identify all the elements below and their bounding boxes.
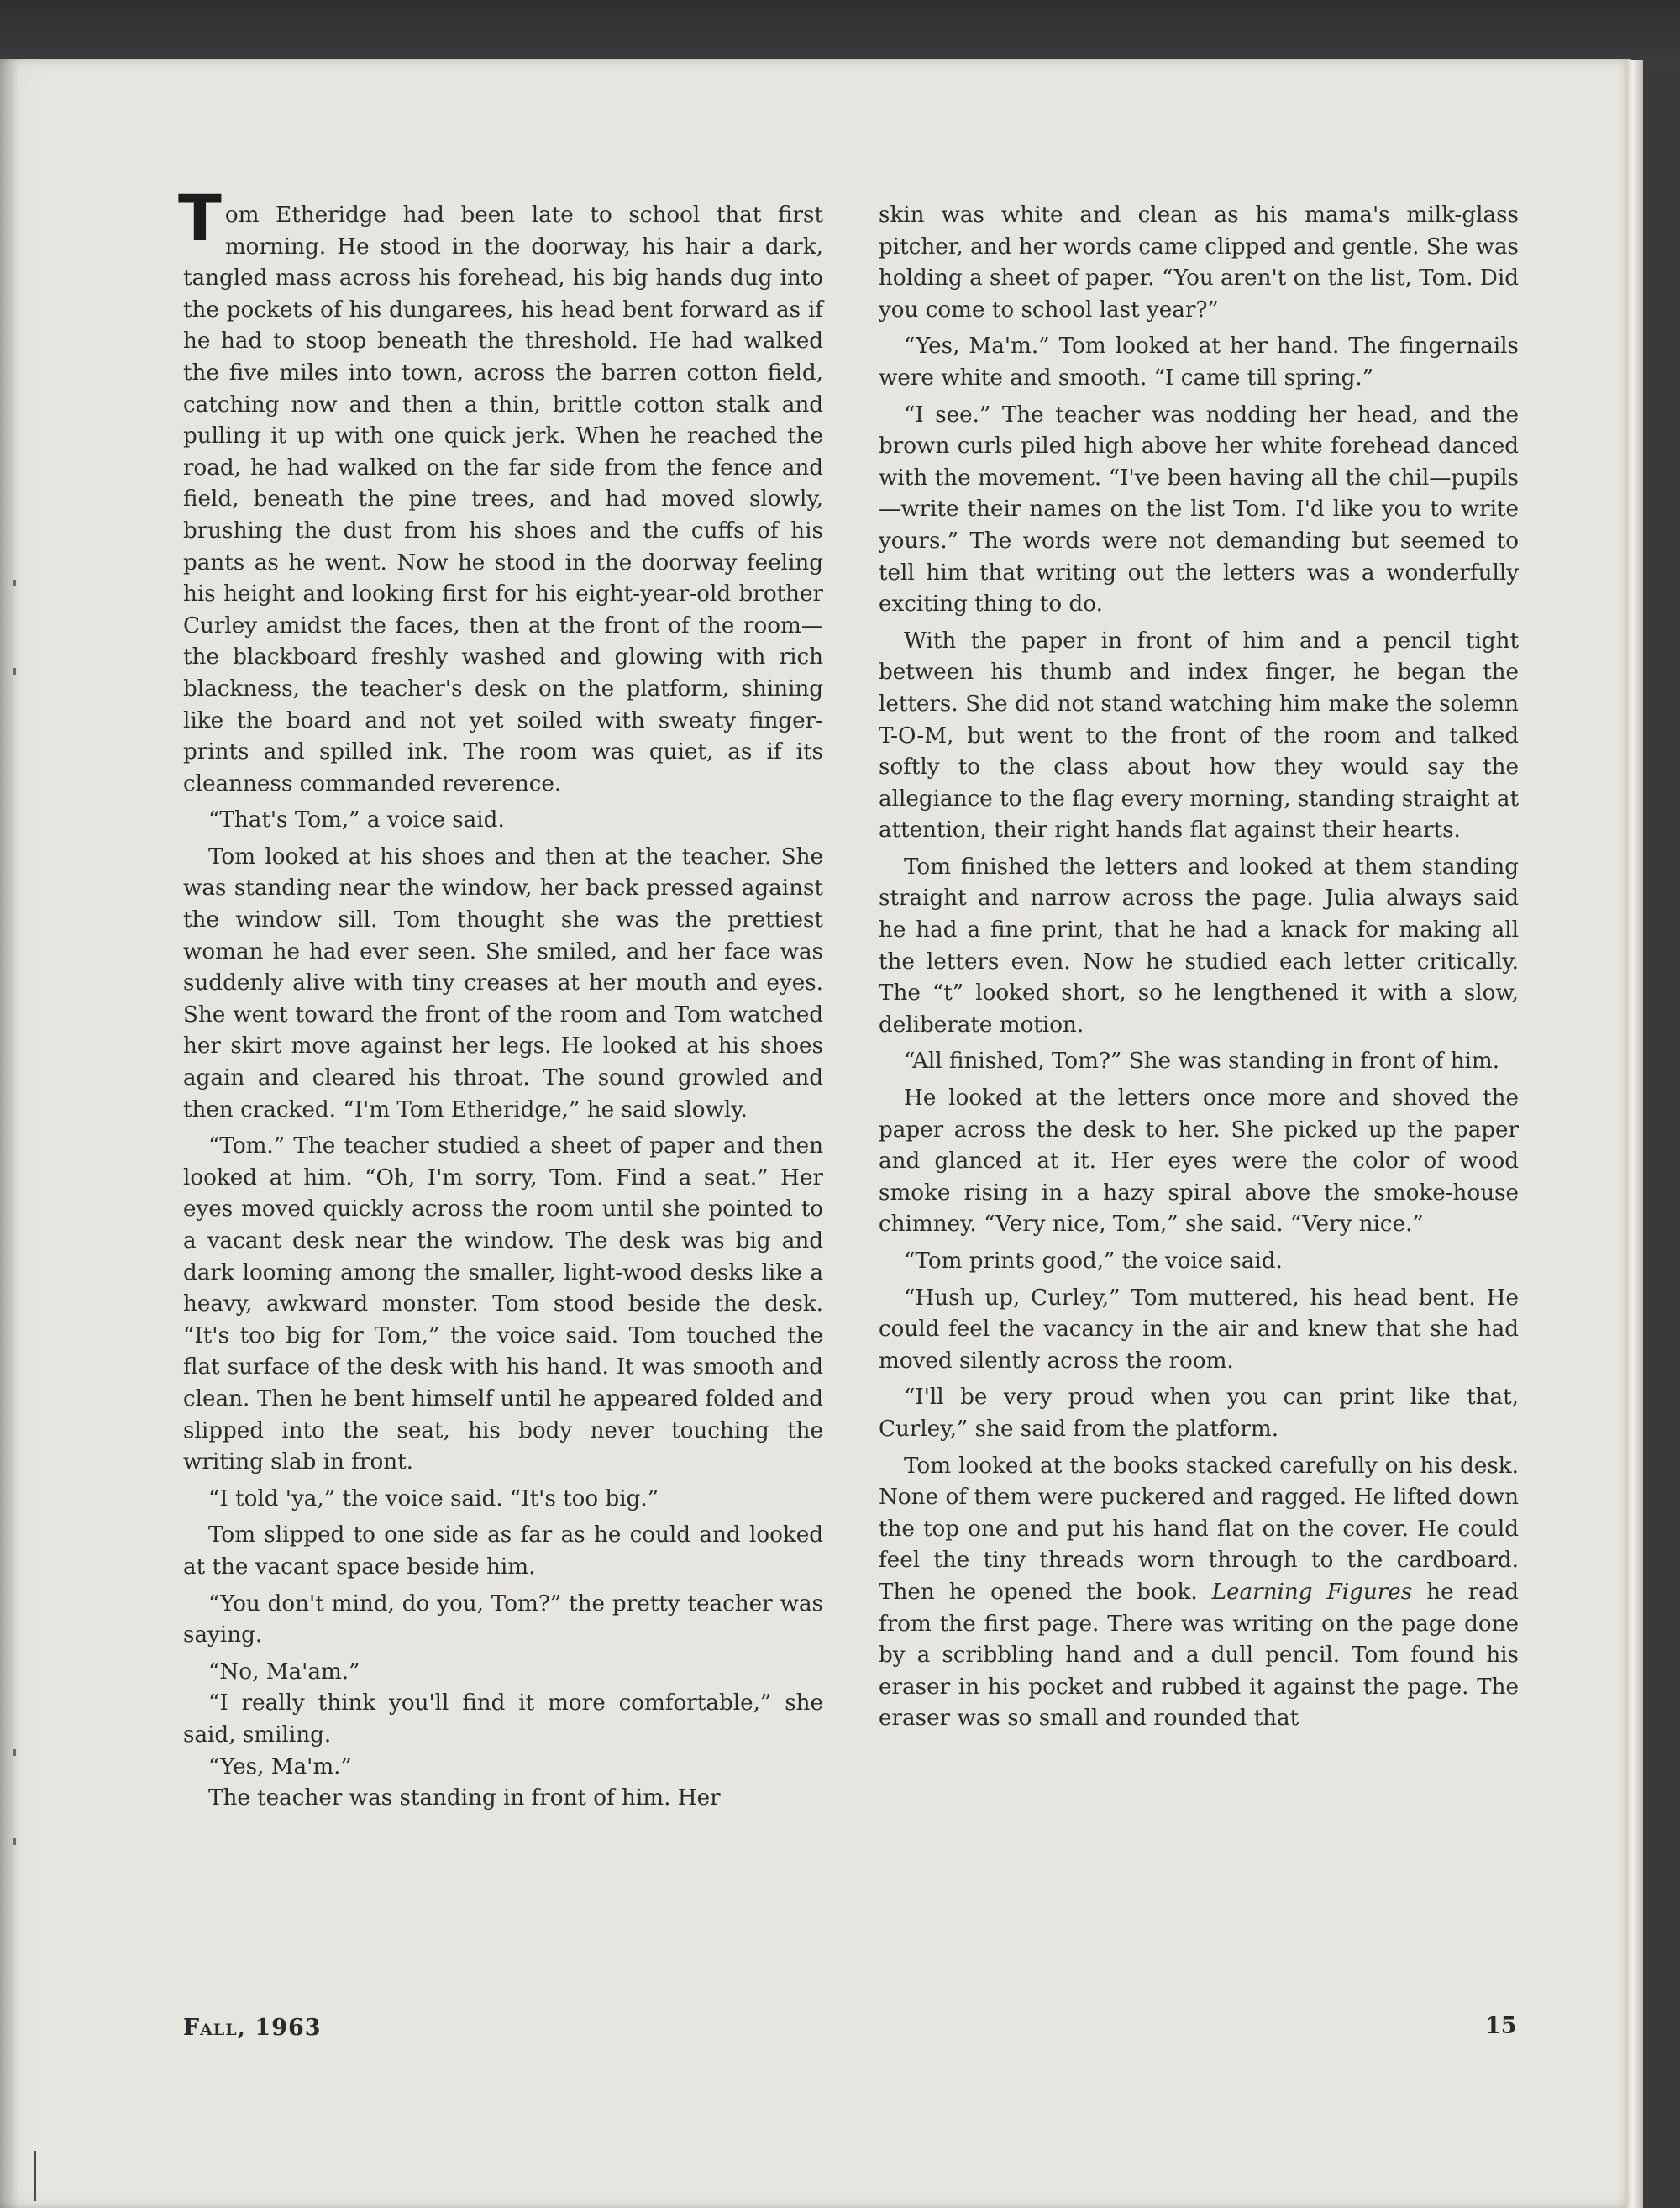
story-paragraph: Tom looked at his shoes and then at the teacher. She was standing near the window, her back pressed against the window sill. Tom thought she was the prettiest woman he had ever seen. She smiled, and her face was suddenly alive with tiny creases at her mouth and eyes. She went toward the front of the room and Tom watched her skirt move against her legs. He looked at his shoes again and cleared his throat. The sound growled and then cracked. “I'm Tom Etheridge,” he said slowly. xyxy=(183,844,823,1122)
story-paragraph: “All finished, Tom?” She was standing in front of him. xyxy=(904,1049,1500,1075)
right-column xyxy=(879,200,1519,1740)
paragraph-text: he read from the first page. There was writing on the page done by a scribbling hand and a dull pencil. Tom found his eraser in his pocket and rubbed it against the page. The eraser was so small and rounded that xyxy=(879,1579,1520,1732)
paragraph-text: Tom looked at the books stacked carefully on his desk. None of them were puckered and ragged. He lifted down the top one and put his hand flat on the cover. He could feel the tiny threads worn through to the cardboard. Then he opened the book. xyxy=(879,1453,1519,1605)
margin-mark xyxy=(13,668,16,675)
gutter-mark xyxy=(34,2151,36,2201)
paragraph-text xyxy=(1198,1580,1212,1605)
story-paragraph: “Tom prints good,” the voice said. xyxy=(904,1249,1283,1274)
story-paragraph xyxy=(879,1451,1519,1735)
story-paragraph: “You don't mind, do you, Tom?” the pretty teacher was saying. xyxy=(183,1590,823,1648)
issue-date: Fall, 1963 xyxy=(183,2015,322,2041)
story-paragraph: He looked at the letters once more and shoved the paper across the desk to her. She picked up the paper and glanced at it. Her eyes were the color of wood smoke rising in a hazy spiral above the smoke-house chimney. “Very nice, Tom,” she said. “Very nice.” xyxy=(879,1086,1519,1238)
story-paragraph: “I told 'ya,” the voice said. “It's too big.” xyxy=(208,1485,659,1511)
paragraph-text: om Etheridge had been late to school that first morning. He stood in the doorway, his hair a dark, tangled mass across his forehead, his big hands dug into the pockets of his dungarees, his head bent forward as if he had to stoop beneath the threshold. He had walked the five miles into town, across the barren cotton field, catching now and then a thin, brittle cotton stalk and pulling it up with one quick jerk. When he reached the road, he had walked on the far side from the fence and field, beneath the pine trees, and had moved slowly, brushing the dust from his shoes and the cuffs of his pants as he went. Now he stood in the doorway feeling his height and looking first for his eight-year-old brother Curley amidst the faces, then at the front of the room—the blackboard freshly washed and glowing with rich blackness, the teacher's desk on the platform, shining like the board and not yet soiled with sweaty fingerprints and spilled ink. The room was quiet, as if its cleanness commanded reverence. xyxy=(183,202,823,796)
story-paragraph xyxy=(178,181,823,800)
story-paragraph: With the paper in front of him and a pencil tight between his thumb and index finger, he began the letters. She did not stand watching him make the solemn T-O-M, but went to the front of the room and talked softly to the class about how they would say the allegiance to the flag every morning, standing straight at attention, their right hands flat against their hearts. xyxy=(879,628,1519,844)
story-paragraph: “That's Tom,” a voice said. xyxy=(208,807,505,833)
scan-background xyxy=(0,0,1680,66)
story-paragraph: “I'll be very proud when you can print like that, Curley,” she said from the platform. xyxy=(879,1385,1519,1442)
story-paragraph: Tom finished the letters and looked at them standing straight and narrow across the page. Julia always said he had a fine print, that he had a knack for making all the letters even. Now he studied each letter critically. The “t” looked short, so he lengthened it with a slow, deliberate motion. xyxy=(879,854,1519,1038)
book-title: Learning Figures xyxy=(1211,1579,1413,1605)
margin-mark xyxy=(13,1749,16,1756)
story-paragraph: The teacher was standing in front of him. Her xyxy=(208,1785,721,1811)
page-number: 15 xyxy=(1485,2013,1517,2039)
drop-cap: T xyxy=(178,181,222,255)
story-paragraph: “I see.” The teacher was nodding her head, and the brown curls piled high above her white forehead danced with the movement. “I've been having all the chil—pupils—write their names on the list Tom. I'd like you to write yours.” The words were not demanding but seemed to tell him that writing out the letters was a wonderfully exciting thing to do. xyxy=(879,402,1519,618)
story-paragraph: “No, Ma'am.” xyxy=(208,1659,360,1685)
story-paragraph: Tom slipped to one side as far as he could and looked at the vacant space beside him. xyxy=(183,1522,823,1580)
spine-shadow xyxy=(0,59,18,2208)
story-paragraph: “Yes, Ma'm.” xyxy=(208,1753,352,1780)
story-paragraph: “I really think you'll find it more comfortable,” she said, smiling. xyxy=(183,1690,823,1748)
story-paragraph: “Yes, Ma'm.” Tom looked at her hand. The fingernails were white and smooth. “I came till spring.” xyxy=(879,334,1519,391)
margin-mark xyxy=(13,1838,16,1845)
story-paragraph: skin was white and clean as his mama's milk-glass pitcher, and her words came clipped and gentle. She was holding a sheet of paper. “You aren't on the list, Tom. Did you come to school last year?” xyxy=(879,202,1519,323)
margin-mark xyxy=(13,580,16,586)
story-paragraph: “Hush up, Curley,” Tom muttered, his head bent. He could feel the vacancy in the air and knew that she had moved silently across the room. xyxy=(879,1285,1519,1374)
page-edge xyxy=(1626,60,1643,2208)
story-paragraph: “Tom.” The teacher studied a sheet of paper and then looked at him. “Oh, I'm sorry, Tom. Find a seat.” Her eyes moved quickly across the room until she pointed to a vacant desk near the window. The desk was big and dark looming among the smaller, light-wood desks like a heavy, awkward monster. Tom stood beside the desk. “It's too big for Tom,” the voice said. Tom touched the flat surface of the desk with his hand. It was smooth and clean. Then he bent himself until he appeared folded and slipped into the seat, his body never touching the writing slab in front. xyxy=(183,1133,823,1475)
left-column xyxy=(178,181,823,1820)
